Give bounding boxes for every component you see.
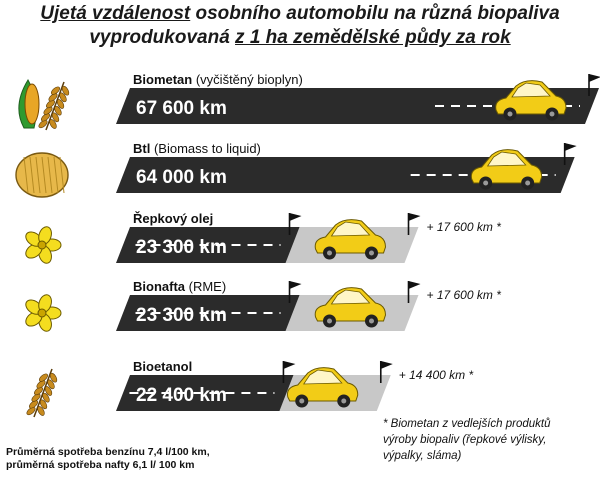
car-hub [369,319,374,324]
flower-center [38,241,46,249]
data-label: 23 300 km [136,237,227,258]
car-hub [508,112,513,117]
flag-cloth [589,74,600,82]
flag-cloth [565,143,577,151]
wheat-icon [25,369,58,417]
flag-cloth [290,281,302,289]
category-desc: (vyčištěný bioplyn) [192,72,303,87]
extra-data-label: + 14 400 km * [398,368,474,382]
car-hub [299,399,304,404]
category-name: Btl [133,141,151,156]
flower-center [38,309,46,317]
corn-wheat-icon [19,80,70,130]
category-label [133,359,192,374]
title-line2-start: vyprodukovaná [89,27,236,48]
car-hub [327,251,332,256]
note-line2: výroby biopaliv (řepkové výlisky, [383,434,547,446]
data-label: 67 600 km [136,98,227,119]
category-desc: (Biomass to liquid) [150,141,261,156]
rapeseed-flower-icon [23,225,61,265]
car-hub [369,251,374,256]
bar-row-Bionafta [23,279,501,333]
category-name: Biometan [133,72,193,87]
flag-cloth [408,213,420,221]
category-desc: (RME) [185,279,227,294]
title-rest: osobního automobilu na různá biopaliva [190,3,560,24]
category-name: Bionafta [133,279,185,294]
bar-row-Bioetanol [25,359,473,417]
consumption-footnote [6,446,210,472]
biomethane-note [383,416,597,464]
data-label: 22 400 km [136,385,227,406]
category-label [133,211,213,226]
bar-row-Biometan [19,72,600,130]
flag-cloth [408,281,420,289]
note-line3: výpalky, sláma) [383,450,462,462]
footnote-line1: Průměrná spotřeba benzínu 7,4 l/100 km, [6,446,210,458]
title-underlined-part: Ujetá vzdálenost [40,3,191,24]
corn-cob [25,84,39,124]
category-label [133,279,226,294]
car-hub [327,319,332,324]
category-label [133,72,303,87]
bar-row-Btl [16,141,577,197]
note-line1: * Biometan z vedlejších produktů [383,418,551,430]
car-hub [525,181,530,186]
car-hub [550,112,555,117]
car-hub [483,181,488,186]
data-label: 64 000 km [136,167,227,188]
extra-data-label: + 17 600 km * [426,288,501,302]
extra-data-label: + 17 600 km * [426,220,501,234]
footnote-line2: průměrná spotřeba nafty 6,1 l/ 100 km [6,459,195,471]
flag-cloth [283,361,295,369]
data-label: 23 300 km [136,305,227,326]
title-line2-underlined: z 1 ha zemědělské půdy za rok [235,27,511,48]
category-label [133,141,261,156]
category-name: Bioetanol [133,359,193,374]
hay-bale-icon [16,153,68,197]
flag-cloth [290,213,302,221]
rapeseed-flower-icon [23,293,61,333]
flag-cloth [381,361,393,369]
category-name: Řepkový olej [133,211,214,226]
car-hub [341,399,346,404]
bar-row-Řepkový olej [23,211,501,265]
